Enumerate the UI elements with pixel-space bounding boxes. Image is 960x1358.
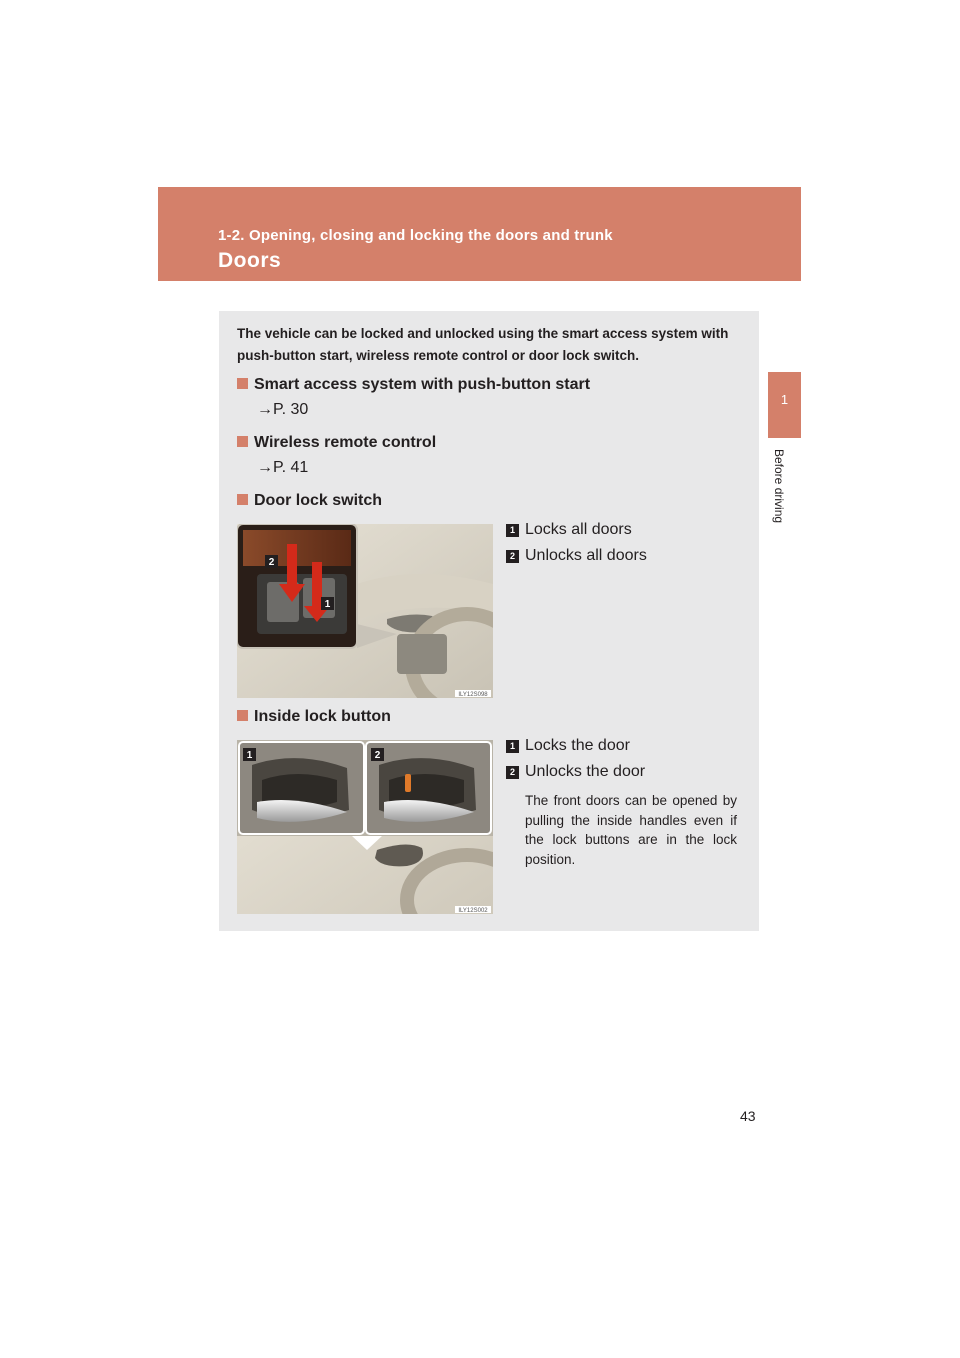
heading-text: Inside lock button — [254, 708, 391, 725]
content-panel — [219, 311, 759, 931]
chapter-tab[interactable] — [768, 372, 801, 438]
note-text: The front doors can be opened by pulling the inside handles even if the lock buttons are in the lock position. — [525, 793, 737, 867]
list-item — [506, 763, 645, 781]
square-bullet-icon — [237, 378, 248, 389]
heading-text: Smart access system with push-button start — [254, 376, 591, 393]
list-item — [506, 737, 630, 755]
item-text: Unlocks the door — [525, 763, 646, 780]
item-text: Unlocks all doors — [525, 547, 647, 564]
number-badge: 2 — [506, 550, 519, 563]
square-bullet-icon — [237, 436, 248, 447]
list-item — [506, 521, 632, 539]
callout-2: 2 — [374, 750, 381, 761]
chapter-label — [772, 449, 792, 539]
number-badge: 1 — [506, 740, 519, 753]
inside-lock-button-image — [237, 740, 493, 914]
intro-text: The vehicle can be locked and unlocked using the smart access system with push-button start, wireless remote control or door lock switch. — [237, 326, 729, 363]
square-bullet-icon — [237, 494, 248, 505]
page-reference-link[interactable]: →P. 30 — [257, 401, 309, 418]
heading-smart-access — [237, 376, 590, 394]
number-badge: 2 — [506, 766, 519, 779]
page-title: Doors — [218, 249, 282, 272]
image-code: ILY12S098 — [458, 692, 488, 698]
square-bullet-icon — [237, 710, 248, 721]
page-reference-link[interactable]: →P. 41 — [257, 459, 309, 476]
image-code: ILY12S002 — [458, 908, 488, 914]
section-label: 1-2. Opening, closing and locking the doors and trunk — [218, 227, 613, 244]
page-number: 43 — [740, 1108, 756, 1124]
callout-1: 1 — [246, 750, 253, 761]
heading-door-lock-switch — [237, 492, 382, 510]
heading-wireless-remote — [237, 434, 436, 452]
section-header — [158, 187, 801, 281]
heading-text: Wireless remote control — [254, 434, 437, 451]
chapter-label-text: Before driving — [772, 449, 786, 524]
heading-inside-lock-button — [237, 708, 391, 726]
number-badge: 1 — [506, 524, 519, 537]
door-lock-switch-image — [237, 524, 493, 698]
heading-text: Door lock switch — [254, 492, 383, 509]
callout-1: 1 — [324, 599, 331, 610]
list-item — [506, 547, 647, 565]
item-text: Locks the door — [525, 737, 630, 754]
item-text: Locks all doors — [525, 521, 632, 538]
callout-2: 2 — [268, 557, 275, 568]
chapter-number: 1 — [780, 392, 789, 407]
